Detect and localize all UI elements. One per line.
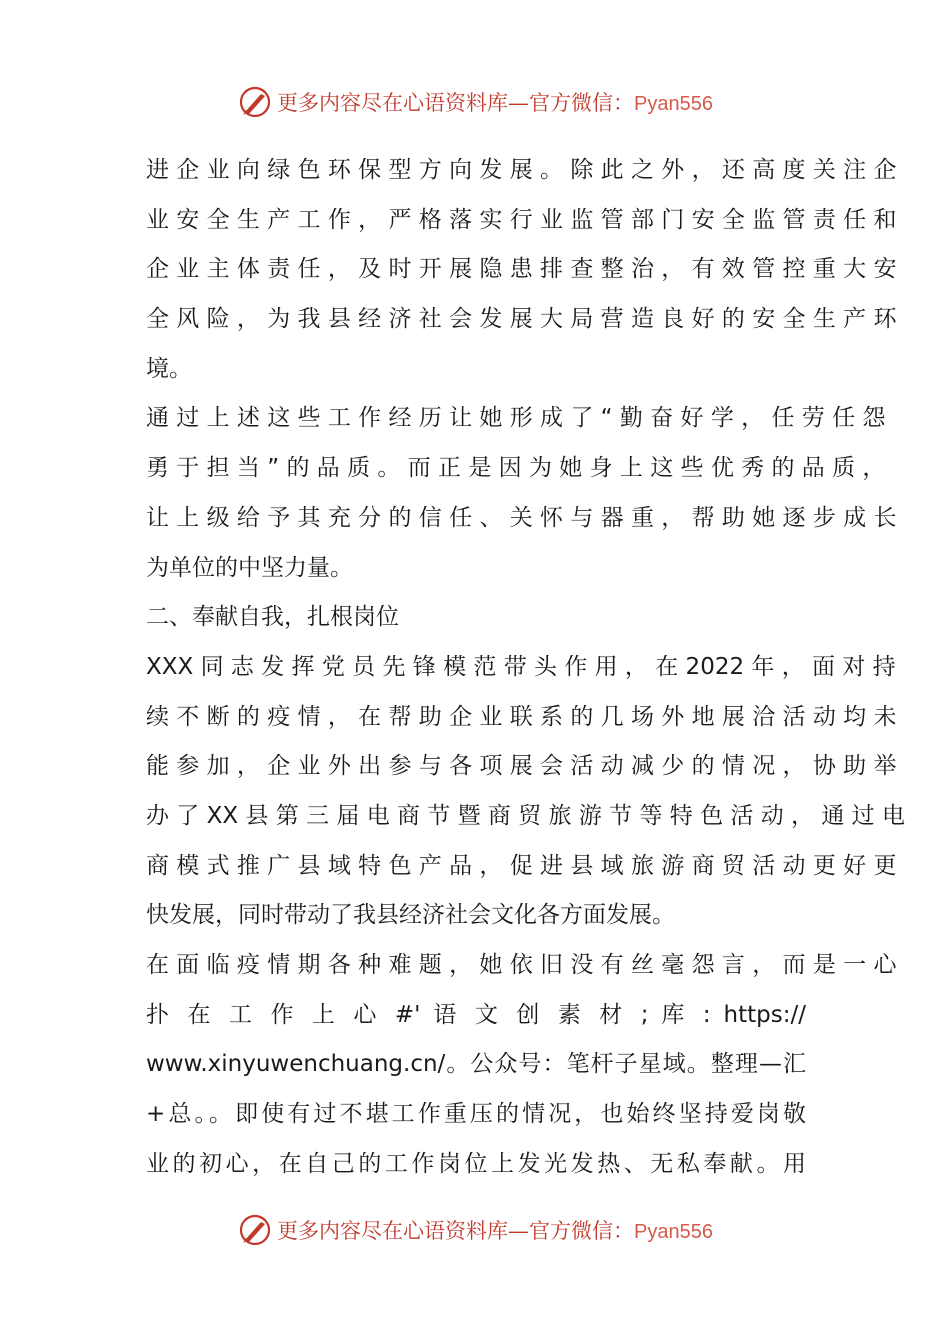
text-line: 办 了 XX 县 第 三 届 电 商 节 暨 商 贸 旅 游 节 等 特 色 活 动 ， 通 过 电 — [146, 802, 905, 829]
text-line: 通 过 上 述 这 些 工 作 经 历 让 她 形 成 了 “ 勤 奋 好 学 ， 任 劳 任 怨 — [146, 405, 886, 432]
text-line: 商 模 式 推 广 县 域 特 色 产 品 ， 促 进 县 域 旅 游 商 贸 活 动 更 好 更 — [146, 852, 897, 879]
text-line: www.xinyuwenchuang.cn/。公众号：笔杆子星域。整理—汇 — [146, 1051, 806, 1078]
header-banner — [0, 80, 950, 124]
document-body — [146, 146, 905, 1189]
text-line: 企 业 主 体 责 任 ， 及 时 开 展 隐 患 排 查 整 治 ， 有 效 管 控 重 大 安 — [146, 256, 897, 283]
text-line: 扑 在 工 作 上 心 #' 语 文 创 素 材 ; 库 : https:// — [146, 1001, 806, 1028]
banner-text: 更多内容尽在心语资料库—官方微信：Pyan556 — [277, 91, 713, 115]
text-line: 进 企 业 向 绿 色 环 保 型 方 向 发 展 。 除 此 之 外 ， 还 高 度 关 注 企 — [146, 157, 897, 183]
text-line: XXX 同 志 发 挥 党 员 先 锋 模 范 带 头 作 用 ， 在 2022 年 ， 面 对 持 — [146, 653, 896, 680]
banner-text: 更多内容尽在心语资料库—官方微信：Pyan556 — [277, 1219, 713, 1243]
text-line: 全 风 险 ， 为 我 县 经 济 社 会 发 展 大 局 营 造 良 好 的 安 全 生 产 环 — [146, 306, 897, 333]
text-line: +总。。即使有过不堪工作重压的情况，也始终坚持爱岗敬 — [146, 1101, 806, 1128]
text-line: 能 参 加 ， 企 业 外 出 参 与 各 项 展 会 活 动 减 少 的 情 况 ， 协 助 举 — [146, 753, 897, 780]
section-heading: 二、奉献自我，扎根岗位 — [146, 604, 399, 631]
pen-logo-icon — [237, 84, 273, 120]
text-line: 在 面 临 疫 情 期 各 种 难 题 ， 她 依 旧 没 有 丝 毫 怨 言 ， 而 是 一 心 — [146, 952, 897, 978]
text-line: 续 不 断 的 疫 情 ， 在 帮 助 企 业 联 系 的 几 场 外 地 展 洽 活 动 均 未 — [146, 703, 897, 730]
text-line: 境。 — [146, 355, 192, 382]
text-line: 业 安 全 生 产 工 作 ， 严 格 落 实 行 业 监 管 部 门 安 全 监 管 责 任 和 — [146, 206, 897, 233]
text-line: 快发展，同时带动了我县经济社会文化各方面发展。 — [146, 902, 675, 929]
footer-banner — [0, 1208, 950, 1252]
text-line: 勇 于 担 当 ” 的 品 质 。 而 正 是 因 为 她 身 上 这 些 优 秀 的 品 质 ， — [146, 455, 886, 482]
text-line: 让 上 级 给 予 其 充 分 的 信 任 、 关 怀 与 器 重 ， 帮 助 她 逐 步 成 长 — [146, 504, 897, 531]
text-line: 业的初心，在自己的工作岗位上发光发热、无私奉献。用 — [146, 1150, 806, 1177]
text-line: 为单位的中坚力量。 — [146, 554, 353, 581]
pen-logo-icon — [237, 1212, 273, 1248]
